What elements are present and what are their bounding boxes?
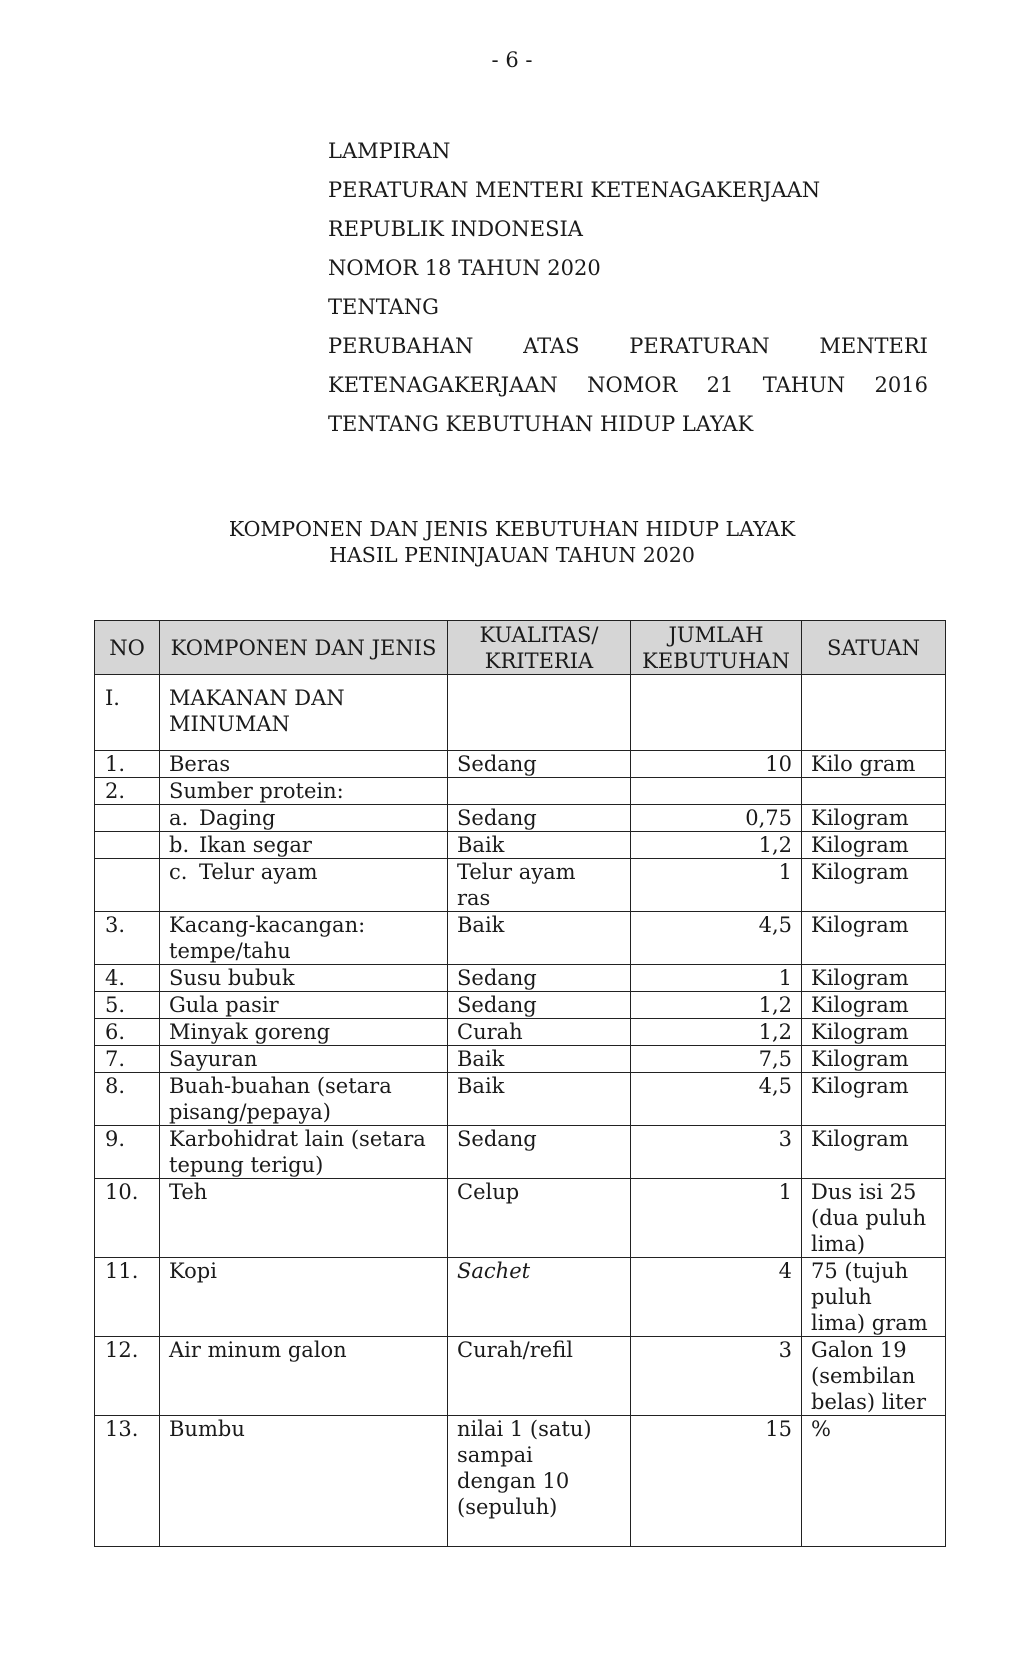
cell-jumlah: 1: [631, 1179, 802, 1258]
komponen-text: Ikan segar: [199, 833, 312, 857]
cell-komponen: [160, 1073, 448, 1126]
header-word: 21: [706, 373, 734, 397]
table-row: [95, 992, 946, 1019]
cell-kualitas: Sachet: [448, 1258, 631, 1337]
section-label-line: MAKANAN DAN: [169, 686, 345, 710]
cell-komponen: Air minum galon: [160, 1337, 448, 1416]
cell-jumlah: 10: [631, 751, 802, 778]
cell-no: 11.: [95, 1258, 160, 1337]
cell-komponen: [160, 675, 448, 751]
satuan-line: (dua puluh: [811, 1206, 927, 1230]
header-word: TAHUN: [762, 373, 846, 397]
cell-no: 8.: [95, 1073, 160, 1126]
sub-letter: a.: [169, 806, 189, 830]
cell-jumlah: 4,5: [631, 912, 802, 965]
header-justified-line: [328, 333, 928, 372]
komponen-line: Karbohidrat lain (setara: [169, 1127, 426, 1151]
header-justified-line: [328, 372, 928, 411]
cell-no: 1.: [95, 751, 160, 778]
cell-jumlah: 15: [631, 1416, 802, 1547]
komponen-text: Daging: [199, 806, 276, 830]
header-no: NO: [95, 621, 160, 675]
table-row: [95, 1073, 946, 1126]
table-row: [95, 778, 946, 805]
header-word: NOMOR: [587, 373, 678, 397]
header-line: REPUBLIK INDONESIA: [328, 217, 583, 241]
cell-komponen: Minyak goreng: [160, 1019, 448, 1046]
header-word: KETENAGAKERJAAN: [328, 373, 558, 397]
komponen-line: pisang/pepaya): [169, 1100, 331, 1124]
cell-satuan: [802, 1179, 946, 1258]
table-row: [95, 832, 946, 859]
cell-kualitas: Sedang: [448, 992, 631, 1019]
header-word: PERATURAN: [629, 334, 770, 358]
table-header-row: [95, 621, 946, 675]
table-row: [95, 1337, 946, 1416]
cell-komponen: Susu bubuk: [160, 965, 448, 992]
header-komponen: KOMPONEN DAN JENIS: [160, 621, 448, 675]
cell-komponen: Beras: [160, 751, 448, 778]
cell-jumlah: 1: [631, 965, 802, 992]
satuan-line: Dus isi 25: [811, 1180, 917, 1204]
satuan-line: lima): [811, 1232, 866, 1256]
satuan-line: 75 (tujuh: [811, 1259, 909, 1283]
cell-no: 2.: [95, 778, 160, 805]
cell-no: 4.: [95, 965, 160, 992]
cell-no: 6.: [95, 1019, 160, 1046]
cell-satuan: Kilogram: [802, 1046, 946, 1073]
kualitas-line: Telur ayam: [457, 860, 576, 884]
table-row: [95, 1046, 946, 1073]
cell-komponen: [160, 859, 448, 912]
table-row: [95, 805, 946, 832]
cell-no: 10.: [95, 1179, 160, 1258]
cell-kualitas: Baik: [448, 912, 631, 965]
cell-satuan: %: [802, 1416, 946, 1547]
cell-komponen: Kopi: [160, 1258, 448, 1337]
cell-satuan: Kilogram: [802, 912, 946, 965]
cell-komponen: [160, 912, 448, 965]
cell-no: 12.: [95, 1337, 160, 1416]
kebutuhan-table: [94, 620, 946, 1547]
cell-jumlah: 3: [631, 1126, 802, 1179]
cell-satuan: Kilogram: [802, 805, 946, 832]
header-line: TENTANG: [328, 295, 439, 319]
cell-kualitas: [448, 1416, 631, 1547]
page-number: - 6 -: [491, 48, 533, 72]
cell-no: 13.: [95, 1416, 160, 1547]
cell-komponen: Sayuran: [160, 1046, 448, 1073]
cell-no: [95, 832, 160, 859]
komponen-line: tempe/tahu: [169, 939, 291, 963]
komponen-line: Buah-buahan (setara: [169, 1074, 392, 1098]
table-row: [95, 1019, 946, 1046]
cell-komponen: Bumbu: [160, 1416, 448, 1547]
header-line: TENTANG KEBUTUHAN HIDUP LAYAK: [328, 412, 754, 436]
cell-no: [95, 805, 160, 832]
header-jumlah: [631, 621, 802, 675]
title-line-1: KOMPONEN DAN JENIS KEBUTUHAN HIDUP LAYAK: [228, 517, 796, 541]
cell-kualitas: [448, 778, 631, 805]
cell-kualitas: Curah/refil: [448, 1337, 631, 1416]
header-line: LAMPIRAN: [328, 139, 451, 163]
cell-satuan: [802, 1337, 946, 1416]
header-word: ATAS: [523, 334, 580, 358]
cell-komponen: Sumber protein:: [160, 778, 448, 805]
kualitas-line: nilai 1 (satu): [457, 1417, 592, 1441]
document-title: [0, 516, 1024, 568]
cell-komponen: Teh: [160, 1179, 448, 1258]
cell-satuan: Kilogram: [802, 832, 946, 859]
cell-satuan: [802, 675, 946, 751]
komponen-line: tepung terigu): [169, 1153, 324, 1177]
header-line: NOMOR 18 TAHUN 2020: [328, 256, 601, 280]
title-line-2: HASIL PENINJAUAN TAHUN 2020: [329, 543, 695, 567]
header-jumlah-line: JUMLAH: [668, 622, 764, 647]
cell-no: 3.: [95, 912, 160, 965]
cell-satuan: Kilogram: [802, 1019, 946, 1046]
table-row: [95, 912, 946, 965]
header-kualitas-line: KRITERIA: [484, 648, 594, 673]
cell-kualitas: Celup: [448, 1179, 631, 1258]
cell-kualitas: [448, 859, 631, 912]
cell-jumlah: 4,5: [631, 1073, 802, 1126]
attachment-header: [328, 138, 928, 450]
cell-jumlah: [631, 778, 802, 805]
cell-jumlah: 1,2: [631, 832, 802, 859]
cell-satuan: Kilogram: [802, 859, 946, 912]
section-label-line: MINUMAN: [169, 712, 290, 736]
cell-kualitas: Sedang: [448, 805, 631, 832]
header-kualitas-line: KUALITAS/: [479, 622, 599, 647]
table-row: [95, 1179, 946, 1258]
cell-no: 5.: [95, 992, 160, 1019]
cell-kualitas: Curah: [448, 1019, 631, 1046]
section-row: [95, 675, 946, 751]
table-row: [95, 1126, 946, 1179]
cell-no: 9.: [95, 1126, 160, 1179]
cell-jumlah: 3: [631, 1337, 802, 1416]
cell-jumlah: [631, 675, 802, 751]
header-jumlah-line: KEBUTUHAN: [642, 648, 790, 673]
komponen-text: Telur ayam: [199, 860, 318, 884]
sub-letter: b.: [169, 833, 190, 857]
sub-letter: c.: [169, 860, 188, 884]
cell-komponen: [160, 832, 448, 859]
cell-satuan: Kilogram: [802, 1126, 946, 1179]
cell-komponen: Gula pasir: [160, 992, 448, 1019]
cell-satuan: [802, 1258, 946, 1337]
table-row: [95, 1258, 946, 1337]
cell-jumlah: 7,5: [631, 1046, 802, 1073]
cell-no: I.: [95, 675, 160, 751]
satuan-line: puluh: [811, 1285, 872, 1309]
satuan-line: Galon 19: [811, 1338, 907, 1362]
cell-jumlah: 0,75: [631, 805, 802, 832]
cell-kualitas: Baik: [448, 1046, 631, 1073]
table-row: [95, 751, 946, 778]
cell-jumlah: 1,2: [631, 1019, 802, 1046]
cell-jumlah: 1,2: [631, 992, 802, 1019]
table-row: [95, 1416, 946, 1547]
kualitas-line: ras: [457, 886, 491, 910]
kualitas-line: (sepuluh): [457, 1495, 558, 1519]
table-row: [95, 859, 946, 912]
cell-komponen: [160, 805, 448, 832]
satuan-line: belas) liter: [811, 1390, 927, 1414]
header-kualitas: [448, 621, 631, 675]
header-line: PERATURAN MENTERI KETENAGAKERJAAN: [328, 178, 821, 202]
satuan-line: (sembilan: [811, 1364, 916, 1388]
komponen-line: Kacang-kacangan:: [169, 913, 366, 937]
cell-kualitas: Sedang: [448, 751, 631, 778]
kualitas-line: sampai: [457, 1443, 533, 1467]
cell-satuan: Kilo gram: [802, 751, 946, 778]
cell-satuan: Kilogram: [802, 965, 946, 992]
header-satuan: SATUAN: [802, 621, 946, 675]
header-word: 2016: [874, 373, 928, 397]
cell-satuan: [802, 778, 946, 805]
cell-satuan: Kilogram: [802, 992, 946, 1019]
cell-kualitas: [448, 675, 631, 751]
cell-satuan: Kilogram: [802, 1073, 946, 1126]
table-row: [95, 965, 946, 992]
cell-kualitas: Sedang: [448, 965, 631, 992]
cell-no: [95, 859, 160, 912]
header-word: PERUBAHAN: [328, 334, 474, 358]
kualitas-line: dengan 10: [457, 1469, 570, 1493]
cell-kualitas: Baik: [448, 832, 631, 859]
cell-kualitas: Sedang: [448, 1126, 631, 1179]
satuan-line: lima) gram: [811, 1311, 928, 1335]
cell-no: 7.: [95, 1046, 160, 1073]
cell-komponen: [160, 1126, 448, 1179]
header-word: MENTERI: [819, 334, 928, 358]
cell-jumlah: 4: [631, 1258, 802, 1337]
cell-jumlah: 1: [631, 859, 802, 912]
cell-kualitas: Baik: [448, 1073, 631, 1126]
